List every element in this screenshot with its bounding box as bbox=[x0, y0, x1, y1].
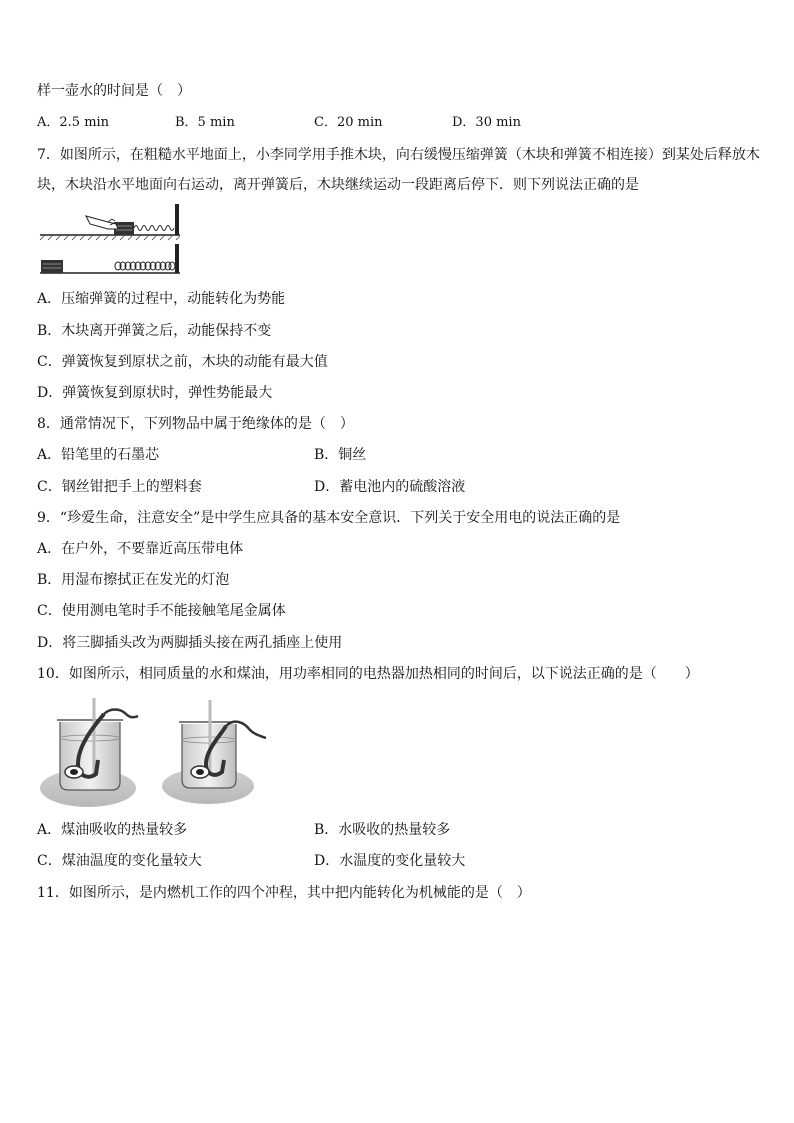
q7-stem-line1: 7．如图所示，在粗糙水平地面上，小李同学用手推木块，向右缓慢压缩弹簧（木块和弹簧不相连接）到某处后释放木 bbox=[37, 147, 760, 163]
beaker-left bbox=[40, 698, 138, 807]
q9-stem: 9．“珍爱生命，注意安全”是中学生应具备的基本安全意识．下列关于安全用电的说法正确的是 bbox=[37, 510, 621, 526]
q10-option-c: C．煤油温度的变化量较大 bbox=[37, 853, 202, 869]
q6-stem-tail: 样一壶水的时间是（ ） bbox=[37, 83, 191, 99]
q8-option-b: B．铜丝 bbox=[314, 447, 367, 463]
q7-stem-line2: 块，木块沿水平地面向右运动，离开弹簧后，木块继续运动一段距离后停下．则下列说法正确的是 bbox=[37, 177, 639, 193]
spring-block-diagram bbox=[38, 202, 188, 282]
beaker-right bbox=[162, 700, 266, 804]
q10-stem: 10．如图所示，相同质量的水和煤油，用功率相同的电热器加热相同的时间后，以下说法正确的是（ ） bbox=[37, 666, 699, 682]
q8-option-c: C．钢丝钳把手上的塑料套 bbox=[37, 479, 202, 495]
q6-option-d: D．30 min bbox=[452, 115, 521, 130]
q10-option-b: B．水吸收的热量较多 bbox=[314, 822, 451, 838]
q6-option-a: A．2.5 min bbox=[37, 115, 110, 130]
spring-diagram-top bbox=[40, 204, 180, 240]
heater-beakers-figure bbox=[38, 694, 278, 814]
q7-option-a: A．压缩弹簧的过程中，动能转化为势能 bbox=[37, 291, 286, 307]
spring-diagram-bottom bbox=[40, 244, 180, 273]
q9-option-a: A．在户外，不要靠近高压带电体 bbox=[37, 541, 244, 557]
q8-stem: 8．通常情况下，下列物品中属于绝缘体的是（ ） bbox=[37, 416, 354, 432]
q7-option-d: D．弹簧恢复到原状时，弹性势能最大 bbox=[37, 385, 273, 401]
q7-option-c: C．弹簧恢复到原状之前，木块的动能有最大值 bbox=[37, 354, 328, 370]
q10-option-a: A．煤油吸收的热量较多 bbox=[37, 822, 188, 838]
q8-option-d: D．蓄电池内的硫酸溶液 bbox=[314, 479, 466, 495]
q9-option-b: B．用湿布擦拭正在发光的灯泡 bbox=[37, 572, 230, 588]
q9-option-d: D．将三脚插头改为两脚插头接在两孔插座上使用 bbox=[37, 635, 343, 651]
q9-option-c: C．使用测电笔时手不能接触笔尾金属体 bbox=[37, 603, 286, 619]
q10-option-d: D．水温度的变化量较大 bbox=[314, 853, 466, 869]
q7-option-b: B．木块离开弹簧之后，动能保持不变 bbox=[37, 323, 272, 339]
q6-option-b: B．5 min bbox=[175, 115, 235, 130]
q8-option-a: A．铅笔里的石墨芯 bbox=[37, 447, 160, 463]
q6-option-c: C．20 min bbox=[314, 115, 383, 130]
q11-stem: 11．如图所示，是内燃机工作的四个冲程，其中把内能转化为机械能的是（ ） bbox=[37, 885, 531, 901]
